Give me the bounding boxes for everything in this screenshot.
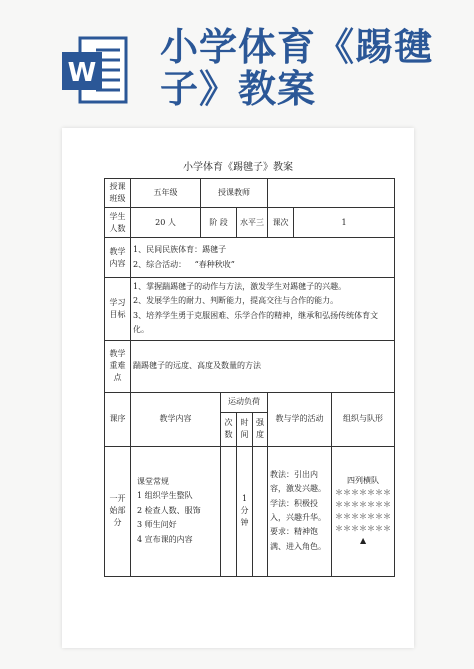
content-header: 教学内容 bbox=[131, 392, 221, 446]
goals-label: 学习目标 bbox=[105, 278, 131, 341]
stage-value: 水平三 bbox=[237, 208, 268, 238]
load-header: 运动负荷 bbox=[221, 392, 268, 412]
section-activities bbox=[268, 446, 332, 576]
goal-item: 1、掌握踹踢毽子的动作与方法，激发学生对踢毽子的兴趣。 bbox=[133, 282, 347, 291]
section-count bbox=[221, 446, 237, 576]
section-formation bbox=[332, 446, 395, 576]
section-content-item: 2 检查人数、服饰 bbox=[137, 505, 201, 515]
schedule-header-row-1 bbox=[105, 392, 395, 412]
content-cell bbox=[131, 238, 395, 278]
formation-row: ＊＊＊＊＊＊＊ bbox=[335, 524, 392, 534]
section-content bbox=[131, 446, 221, 576]
document-preview bbox=[62, 128, 414, 648]
section-content-item: 4 宣布课的内容 bbox=[137, 534, 193, 544]
content-line-2-value: “春种秋收” bbox=[194, 259, 235, 269]
students-value: 20 人 bbox=[131, 208, 201, 238]
students-label: 学生人数 bbox=[105, 208, 131, 238]
activity-item: 要求：精神饱满、进入角色。 bbox=[270, 527, 326, 551]
keypoints-label: 教学重难点 bbox=[105, 340, 131, 392]
lesson-label: 课次 bbox=[268, 208, 294, 238]
word-document-icon bbox=[60, 34, 130, 106]
section-time: 1分钟 bbox=[237, 446, 253, 576]
row-students bbox=[105, 208, 395, 238]
goal-item: 2、发展学生的耐力、判断能力，提高交往与合作的能力。 bbox=[133, 296, 339, 306]
stage-label: 阶 段 bbox=[201, 208, 237, 238]
teacher-value bbox=[268, 179, 395, 208]
content-line-2 bbox=[133, 258, 392, 272]
activities-header: 教与学的活动 bbox=[268, 392, 332, 446]
lesson-value: 1 bbox=[294, 208, 395, 238]
intensity-header: 强度 bbox=[253, 412, 268, 446]
class-label: 授课班级 bbox=[105, 179, 131, 208]
teacher-position-icon: ▲ bbox=[359, 536, 367, 546]
count-header: 次数 bbox=[221, 412, 237, 446]
row-keypoints bbox=[105, 340, 395, 392]
organization-header: 组织与队形 bbox=[332, 392, 395, 446]
section-intensity bbox=[253, 446, 268, 576]
page-title: 小学体育《踢毽子》教案 bbox=[160, 25, 434, 111]
content-line-2-prefix: 2、综合活动： bbox=[133, 259, 187, 269]
section-content-item: 课堂常规 bbox=[137, 477, 169, 487]
activity-item: 学法：积极投入，兴趣升华。 bbox=[270, 498, 326, 523]
teacher-label: 授课教师 bbox=[201, 179, 268, 208]
formation-row: ＊＊＊＊＊＊＊ bbox=[335, 488, 392, 498]
document-title: 小学体育《踢毽子》教案 bbox=[183, 162, 293, 173]
activity-item: 教法：引出内容，激发兴趣。 bbox=[270, 469, 326, 494]
order-header: 课序 bbox=[105, 392, 131, 446]
content-label: 教学内容 bbox=[105, 238, 131, 278]
section-content-item: 3 师生问好 bbox=[137, 520, 177, 530]
keypoints-value: 踹踢毽子的远度、高度及数量的方法 bbox=[131, 340, 395, 392]
section-content-item: 1 组织学生整队 bbox=[137, 491, 193, 501]
section-label: 一开始部分 bbox=[105, 446, 131, 576]
formation-row: ＊＊＊＊＊＊＊ bbox=[335, 500, 392, 510]
time-header: 时间 bbox=[237, 412, 253, 446]
goal-item: 3、培养学生勇于克服困难、乐学合作的精神，继承和弘扬传统体育文化。 bbox=[133, 310, 379, 335]
word-icon-letter: W bbox=[67, 58, 97, 88]
section-start-row bbox=[105, 446, 395, 576]
goals-cell bbox=[131, 278, 395, 341]
formation-title: 四列横队 bbox=[347, 476, 380, 486]
formation-row: ＊＊＊＊＊＊＊ bbox=[335, 512, 392, 522]
content-line-1: 1、民间民族体育：踢毽子 bbox=[133, 245, 227, 255]
row-content bbox=[105, 238, 395, 278]
row-goals bbox=[105, 278, 395, 341]
row-class bbox=[105, 179, 395, 208]
lesson-plan-table bbox=[104, 178, 395, 577]
class-value: 五年级 bbox=[131, 179, 201, 208]
